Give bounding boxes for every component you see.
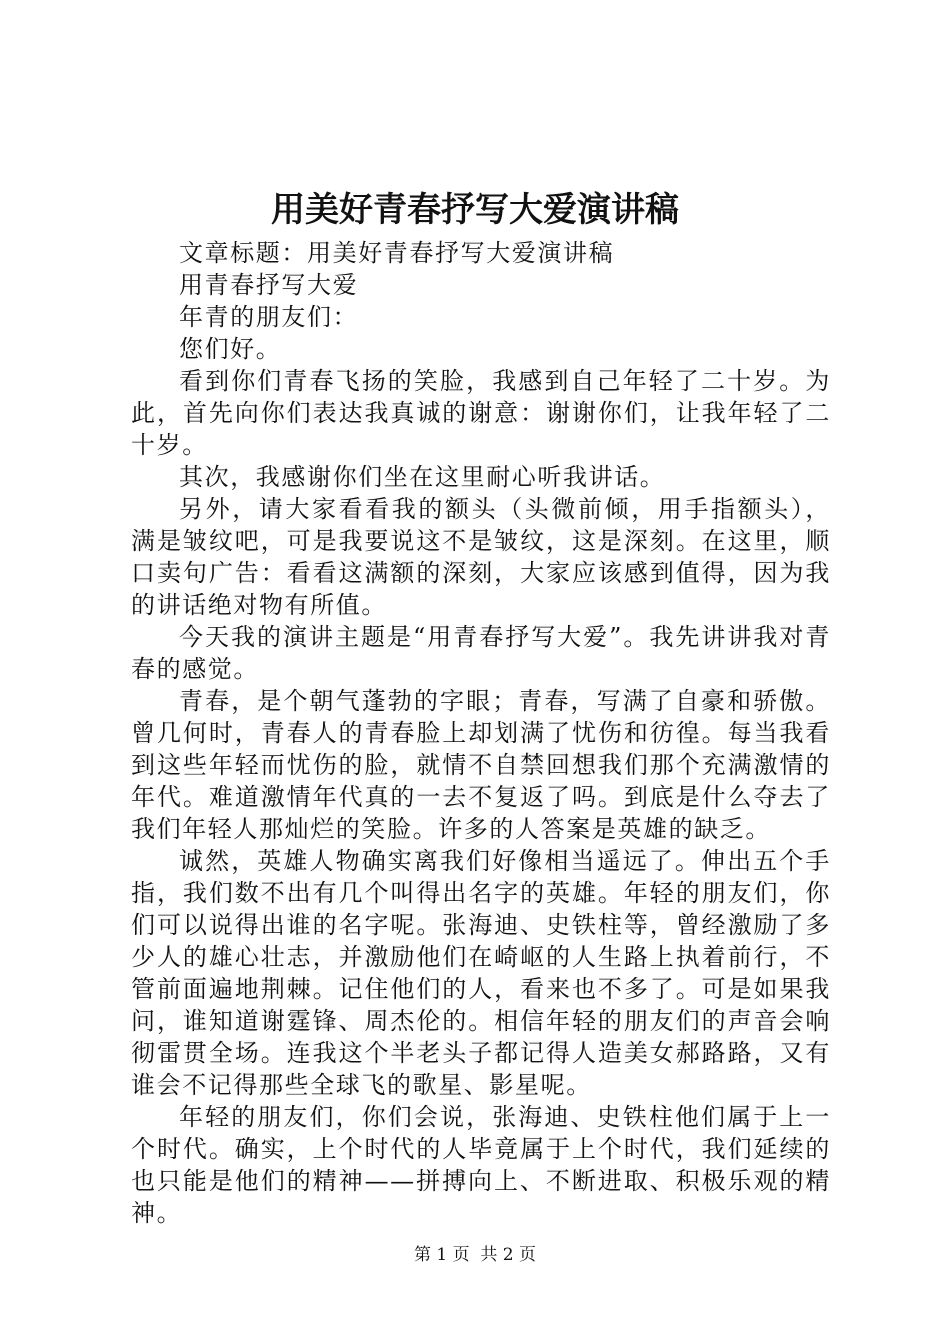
- paragraph-body: 另外，请大家看看我的额头（头微前倾，用手指额头），满是皱纹吧，可是我要说这不是皱纹，这是深刻。在这里，顺口卖句广告：看看这满额的深刻，大家应该感到值得，因为我的讲话绝对物有所值。: [131, 495, 831, 619]
- page-number: 第 1 页: [413, 1245, 470, 1265]
- paragraph-article-heading: 文章标题：用美好青春抒写大爱演讲稿: [179, 239, 615, 267]
- document-body: [131, 237, 831, 1229]
- document-title: 用美好青春抒写大爱演讲稿: [271, 190, 679, 230]
- page-footer: [0, 1243, 950, 1267]
- paragraph-body: 青春，是个朝气蓬勃的字眼；青春，写满了自豪和骄傲。曾几何时，青春人的青春脸上却划满了忧伤和彷徨。每当我看到这些年轻而忧伤的脸，就情不自禁回想我们那个充满激情的年代。难道激情年代真的一去不复返了吗。到底是什么夺去了我们年轻人那灿烂的笑脸。许多的人答案是英雄的缺乏。: [131, 687, 831, 843]
- page-total: 共 2 页: [480, 1245, 537, 1265]
- paragraph-greeting: 您们好。: [179, 335, 282, 363]
- paragraph-body: 年轻的朋友们，你们会说，张海迪、史铁柱他们属于上一个时代。确实，上个时代的人毕竟属于上个时代，我们延续的也只能是他们的精神——拼搏向上、不断进取、积极乐观的精神。: [131, 1103, 831, 1227]
- footer-separator: [470, 1245, 481, 1265]
- paragraph-body: 诚然，英雄人物确实离我们好像相当遥远了。伸出五个手指，我们数不出有几个叫得出名字的英雄。年轻的朋友们，你们可以说得出谁的名字呢。张海迪、史铁柱等，曾经激励了多少人的雄心壮志，并激励他们在崎岖的人生路上执着前行，不管前面遍地荆棘。记住他们的人，看来也不多了。可是如果我问，谁知道谢霆锋、周杰伦的。相信年轻的朋友们的声音会响彻雷贯全场。连我这个半老头子都记得人造美女郝路路，又有谁会不记得那些全球飞的歌星、影星呢。: [131, 847, 831, 1099]
- paragraph-subtitle: 用青春抒写大爱: [179, 271, 359, 299]
- paragraph-body: 看到你们青春飞扬的笑脸，我感到自己年轻了二十岁。为此，首先向你们表达我真诚的谢意：谢谢你们，让我年轻了二十岁。: [131, 367, 831, 459]
- paragraph-body: 今天我的演讲主题是“用青春抒写大爱”。我先讲讲我对青春的感觉。: [131, 623, 831, 683]
- paragraph-salutation: 年青的朋友们：: [179, 303, 359, 331]
- paragraph-body: 其次，我感谢你们坐在这里耐心听我讲话。: [179, 463, 666, 491]
